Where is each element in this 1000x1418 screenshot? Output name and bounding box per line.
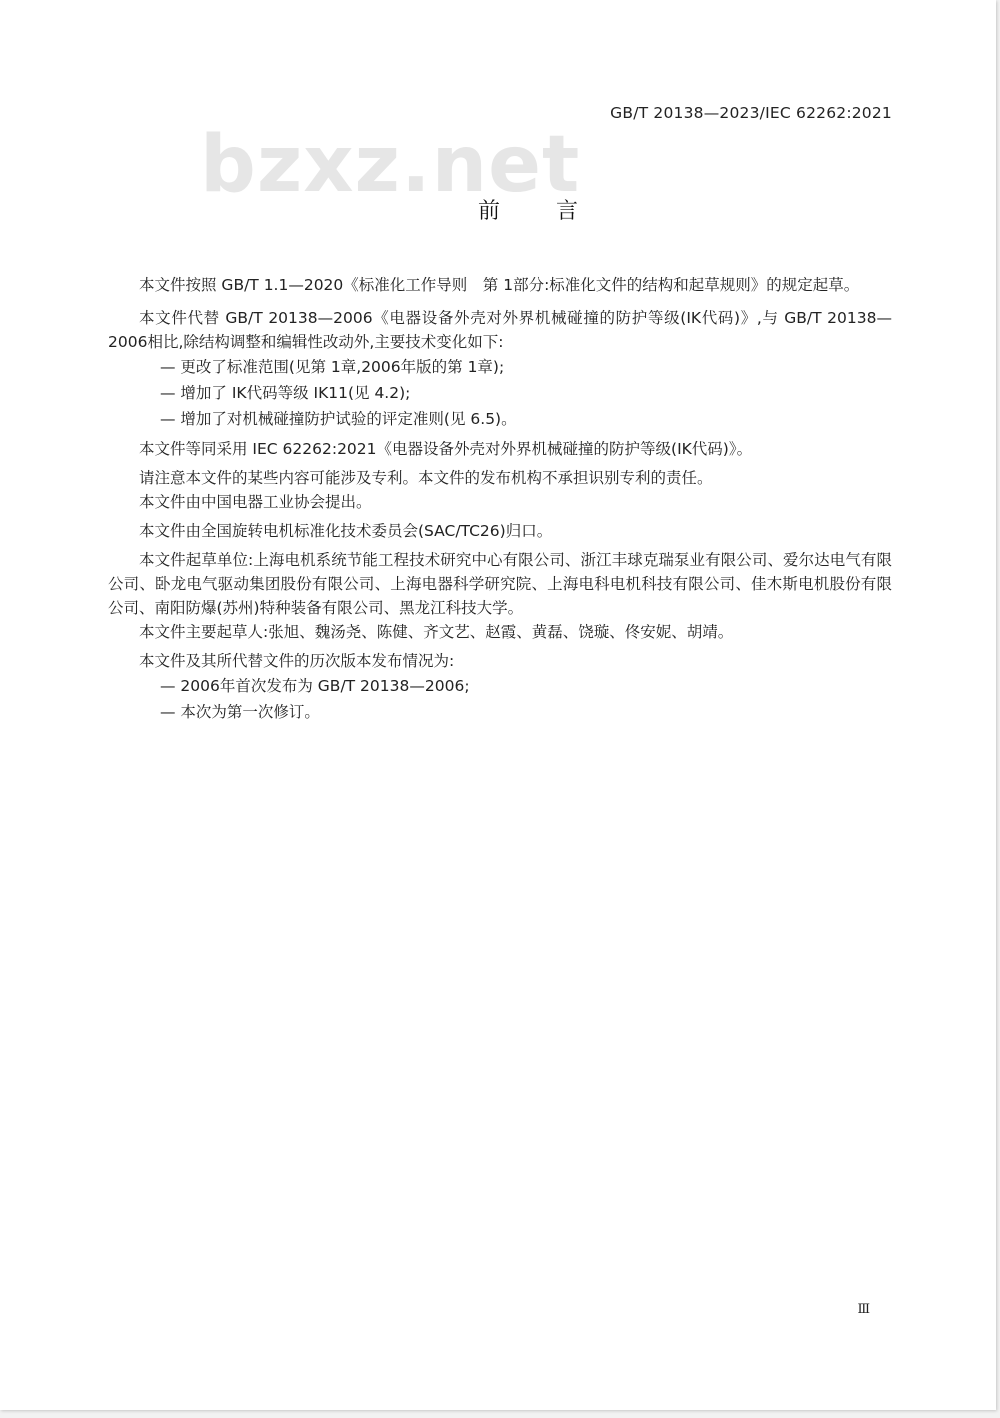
change-item-1: — 更改了标准范围(见第 1章,2006年版的第 1章); [160, 358, 505, 376]
change-item-2: — 增加了 IK代码等级 IK11(见 4.2); [160, 384, 411, 402]
paragraph-proposer: 本文件由中国电器工业协会提出。 [139, 493, 372, 511]
paragraph-drafters: 本文件主要起草人:张旭、魏汤尧、陈健、齐文艺、赵霞、黄磊、饶璇、佟安妮、胡靖。 [139, 623, 734, 641]
standard-code-header: GB/T 20138—2023/IEC 62262:2021 [610, 104, 892, 122]
paragraph-adoption: 本文件等同采用 IEC 62262:2021《电器设备外壳对外界机械碰撞的防护等级(IK代码)》。 [139, 440, 753, 458]
history-item-1: — 2006年首次发布为 GB/T 20138—2006; [160, 677, 470, 695]
paragraph-drafting-basis: 本文件按照 GB/T 1.1—2020《标准化工作导则 第 1部分:标准化文件的结构和起草规则》的规定起草。 [139, 276, 860, 294]
change-item-3: — 增加了对机械碰撞防护试验的评定准则(见 6.5)。 [160, 410, 517, 428]
watermark-text: bzxz.net [200, 120, 581, 210]
paragraph-committee: 本文件由全国旋转电机标准化技术委员会(SAC/TC26)归口。 [139, 522, 553, 540]
paragraph-replacement: 本文件代替 GB/T 20138—2006《电器设备外壳对外界机械碰撞的防护等级(IK代码)》,与 GB/T 20138—2006相比,除结构调整和编辑性改动外,主要技术变化如下: [108, 309, 892, 351]
history-item-2: — 本次为第一次修订。 [160, 703, 320, 721]
section-title: 前言 [477, 199, 634, 224]
paragraph-drafting-units: 本文件起草单位:上海电机系统节能工程技术研究中心有限公司、浙江丰球克瑞泵业有限公司、爱尔达电气有限公司、卧龙电气驱动集团股份有限公司、上海电器科学研究院、上海电科电机科技有限公司、佳木斯电机股份有限公司、南阳防爆(苏州)特种装备有限公司、黑龙江科技大学。 [108, 551, 892, 617]
page-number: Ⅲ [857, 1302, 870, 1317]
paragraph-patent-notice: 请注意本文件的某些内容可能涉及专利。本文件的发布机构不承担识别专利的责任。 [139, 469, 713, 487]
paragraph-history-intro: 本文件及其所代替文件的历次版本发布情况为: [139, 652, 455, 670]
foreword-body [108, 273, 892, 725]
